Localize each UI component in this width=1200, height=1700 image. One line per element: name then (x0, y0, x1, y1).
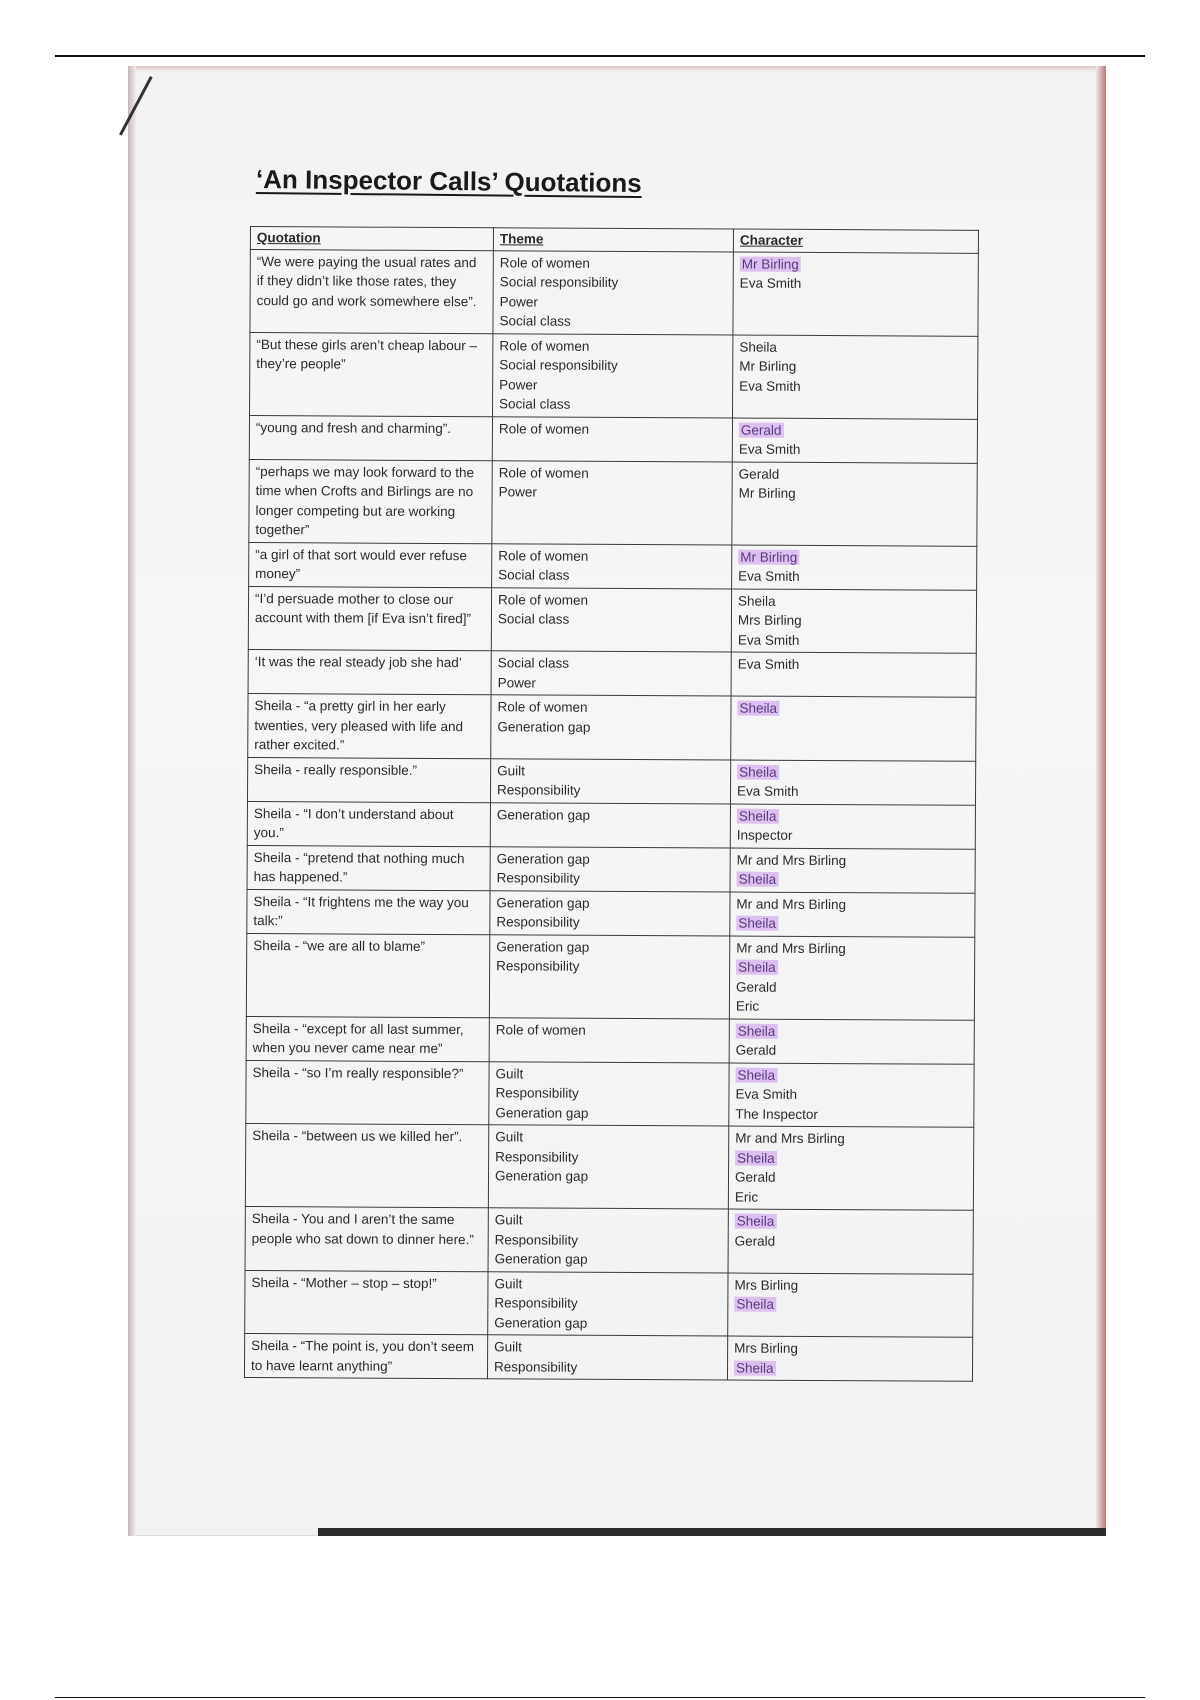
character-name: Mr Birling (739, 358, 797, 374)
header-character: Character (733, 229, 978, 253)
highlighted-character: Sheila (737, 1150, 775, 1166)
theme-cell (490, 890, 730, 935)
character-cell (730, 892, 975, 937)
character-cell (727, 1336, 972, 1381)
highlighted-character: Sheila (737, 1067, 776, 1083)
theme-item: Role of women (495, 1021, 586, 1038)
character-cell (733, 252, 978, 336)
page-edge-top (128, 66, 1106, 72)
character-line (738, 567, 970, 588)
character-name: Eric (734, 1189, 759, 1205)
character-name: Eva Smith (739, 275, 802, 291)
character-name: Sheila (739, 339, 777, 355)
theme-item: Social responsibility (499, 274, 619, 290)
table-row (247, 801, 975, 849)
character-line (737, 782, 969, 803)
character-name: Mrs Birling (734, 1340, 798, 1356)
character-cell (731, 696, 976, 761)
theme-item: Guilt (495, 1065, 524, 1081)
character-name: Mr Birling (738, 485, 796, 501)
table-row (247, 845, 975, 893)
character-line (735, 1187, 967, 1208)
page-edge-left (128, 66, 136, 1536)
character-cell (732, 545, 977, 590)
theme-item: Power (497, 674, 536, 691)
character-line (736, 997, 968, 1018)
character-line (738, 547, 970, 568)
character-line (736, 894, 968, 915)
character-line (734, 1295, 966, 1316)
theme-cell (488, 1271, 728, 1336)
theme-item: Generation gap (496, 806, 591, 823)
theme-item: Social class (497, 611, 570, 627)
theme-cell (487, 1335, 727, 1380)
highlighted-character: Sheila (738, 959, 776, 975)
character-name: Eva Smith (735, 1086, 798, 1102)
highlighted-character: Sheila (735, 1360, 774, 1376)
character-line (735, 1168, 967, 1189)
quotation-cell: “But these girls aren’t cheap labour – they’re people” (250, 332, 493, 416)
quotation-cell: Sheila - “Mother – stop – stop!” (245, 1270, 488, 1335)
character-name: Inspector (736, 827, 793, 843)
table-row (246, 1016, 974, 1064)
theme-cell (491, 587, 731, 652)
table-row (248, 586, 976, 653)
character-cell (729, 1019, 974, 1064)
quotations-table (244, 226, 979, 1382)
theme-cell (489, 1061, 729, 1126)
theme-item: Guilt (497, 762, 525, 778)
theme-cell (492, 416, 732, 461)
theme-item: Responsibility (496, 914, 580, 930)
theme-item: Responsibility (496, 870, 580, 886)
character-line (739, 464, 971, 485)
quotation-cell: Sheila - “pretend that nothing much has happened.” (247, 845, 490, 890)
theme-cell (488, 1208, 728, 1273)
theme-item: Social class (497, 655, 570, 671)
table-row (248, 649, 976, 697)
quotation-cell: Sheila - “between us we killed her”. (245, 1123, 488, 1207)
character-name: Eric (735, 998, 760, 1014)
character-line (736, 914, 968, 935)
scan-bottom-strip (318, 1528, 1106, 1536)
theme-item: Role of women (498, 547, 589, 564)
table-row (249, 415, 977, 463)
theme-item: Generation gap (496, 938, 590, 955)
highlighted-character: Sheila (736, 1213, 775, 1229)
highlighted-character: Sheila (739, 764, 777, 780)
table-row (248, 693, 976, 760)
character-cell (729, 936, 974, 1020)
theme-cell (490, 802, 730, 847)
theme-item: Generation gap (496, 894, 590, 911)
theme-item: Role of women (499, 254, 590, 271)
table-row (246, 933, 974, 1020)
theme-item: Social class (499, 313, 571, 329)
character-name: Gerald (734, 1169, 776, 1185)
header-theme: Theme (493, 228, 733, 252)
character-line (737, 826, 969, 847)
character-cell (729, 1063, 974, 1128)
quotation-cell: Sheila - “a pretty girl in her early twenties, very pleased with life and rather excited.” (248, 693, 491, 758)
character-line (737, 806, 969, 827)
theme-cell (489, 1017, 729, 1062)
quotation-cell: Sheila - You and I aren’t the same people who sat down to dinner here.” (245, 1206, 488, 1271)
theme-item: Power (498, 484, 537, 500)
character-name: Mrs Birling (734, 1277, 799, 1293)
highlighted-character: Sheila (738, 808, 777, 824)
character-cell (733, 335, 978, 419)
theme-item: Power (499, 376, 538, 393)
character-line (738, 630, 970, 651)
theme-item: Generation gap (495, 1104, 589, 1121)
theme-cell (488, 1125, 728, 1209)
character-line (739, 440, 971, 461)
theme-item: Responsibility (494, 1231, 579, 1248)
theme-item: Responsibility (496, 958, 580, 974)
character-name: Gerald (735, 1042, 777, 1058)
theme-cell (493, 250, 733, 334)
character-line (736, 938, 968, 959)
character-line (736, 958, 968, 979)
character-name: Mr and Mrs Birling (735, 1130, 845, 1147)
theme-cell (492, 543, 732, 588)
character-line (737, 850, 969, 871)
character-cell (728, 1209, 973, 1274)
quotation-cell: Sheila - “I don’t understand about you.” (247, 801, 490, 846)
character-cell (732, 462, 977, 546)
character-line (739, 376, 971, 397)
table-row (246, 1060, 974, 1127)
character-name: Eva Smith (737, 656, 800, 672)
highlighted-character: Mr Birling (740, 549, 798, 565)
character-name: Gerald (734, 1233, 776, 1249)
character-line (736, 1021, 968, 1042)
character-cell (731, 589, 976, 654)
top-rule (55, 55, 1145, 57)
quotation-cell: “young and fresh and charming”. (249, 415, 492, 460)
table-row (250, 249, 978, 336)
character-cell (730, 804, 975, 849)
character-line (736, 1041, 968, 1062)
quotation-cell: Sheila - really responsible.” (247, 757, 490, 802)
highlighted-character: Mr Birling (741, 256, 799, 272)
theme-item: Generation gap (497, 718, 591, 735)
page-edge-right (1096, 66, 1106, 1536)
character-cell (731, 652, 976, 697)
character-line (737, 762, 969, 783)
theme-cell (492, 460, 732, 544)
theme-cell (489, 934, 729, 1018)
quotation-cell: Sheila - “except for all last summer, when you never came near me” (246, 1016, 489, 1061)
character-name: Eva Smith (737, 632, 800, 648)
theme-item: Power (499, 293, 538, 310)
table-row (245, 1270, 973, 1337)
theme-item: Responsibility (495, 1085, 579, 1101)
theme-cell (491, 651, 731, 696)
highlighted-character: Sheila (738, 871, 777, 887)
character-name: Eva Smith (738, 568, 800, 584)
bottom-rule (55, 1697, 1145, 1698)
character-name: Eva Smith (737, 783, 799, 799)
character-line (739, 484, 971, 505)
quotation-cell: “We were paying the usual rates and if they didn’t like those rates, they could go and work somewhere else”. (250, 249, 493, 333)
table-row (247, 889, 975, 937)
theme-item: Responsibility (493, 1358, 578, 1375)
page-title: ‘An Inspector Calls’ Quotations (255, 164, 642, 199)
character-line (735, 1231, 967, 1252)
character-cell (730, 760, 975, 805)
theme-item: Generation gap (496, 850, 590, 867)
theme-item: Guilt (494, 1212, 523, 1228)
character-line (739, 337, 971, 358)
character-line (740, 274, 972, 295)
theme-item: Responsibility (495, 1148, 579, 1165)
theme-item: Generation gap (494, 1251, 588, 1267)
theme-item: Guilt (494, 1275, 523, 1291)
character-cell (728, 1273, 973, 1338)
character-line (738, 611, 970, 632)
character-name: Mr and Mrs Birling (736, 940, 846, 956)
quotation-cell: “I’d persuade mother to close our account with them [if Eva isn’t fired]” (248, 586, 491, 651)
table-row (250, 332, 978, 419)
quotation-cell: “perhaps we may look forward to the time when Crofts and Birlings are no longer competing but are working together” (249, 459, 492, 543)
theme-item: Role of women (497, 699, 588, 715)
character-line (739, 357, 971, 378)
character-line (736, 977, 968, 998)
quotation-cell: Sheila - “It frightens me the way you talk:” (247, 889, 490, 934)
table-row (245, 1206, 973, 1273)
table-body (244, 249, 978, 1381)
character-line (740, 254, 972, 275)
character-line (735, 1085, 967, 1106)
character-name: Gerald (735, 979, 777, 995)
character-line (735, 1129, 967, 1150)
header-quotation: Quotation (250, 227, 493, 251)
highlighted-character: Gerald (740, 422, 782, 438)
theme-item: Guilt (494, 1339, 522, 1355)
character-cell (730, 848, 975, 893)
character-name: Mrs Birling (737, 612, 802, 628)
character-cell (732, 418, 977, 463)
theme-item: Responsibility (494, 1295, 578, 1311)
theme-item: Social class (498, 567, 570, 583)
character-line (734, 1275, 966, 1296)
character-line (739, 420, 971, 441)
character-line (736, 1065, 968, 1086)
highlighted-character: Sheila (736, 1296, 774, 1312)
table-row (244, 1333, 972, 1381)
theme-item: Social class (499, 396, 571, 412)
character-line (735, 1104, 967, 1125)
theme-cell (490, 758, 730, 803)
quotation-cell: “a girl of that sort would ever refuse money” (249, 542, 492, 587)
character-name: Sheila (738, 593, 776, 609)
character-name: Gerald (738, 466, 780, 482)
quotation-cell: ‘It was the real steady job she had’ (248, 649, 491, 694)
character-cell (728, 1126, 973, 1210)
quotation-cell: Sheila - “we are all to blame” (246, 933, 489, 1017)
theme-cell (493, 333, 733, 417)
quotation-cell: Sheila - “The point is, you don’t seem to have learnt anything” (244, 1333, 487, 1378)
theme-item: Responsibility (497, 782, 581, 798)
character-name: The Inspector (735, 1106, 818, 1122)
theme-item: Generation gap (494, 1168, 589, 1184)
table-row (245, 1123, 973, 1210)
theme-item: Role of women (499, 337, 590, 354)
character-line (737, 870, 969, 891)
character-line (735, 1212, 967, 1233)
character-line (735, 1148, 967, 1169)
highlighted-character: Sheila (737, 1023, 776, 1039)
character-name: Eva Smith (739, 378, 801, 394)
theme-item: Role of women (498, 464, 589, 481)
quotation-cell: Sheila - “so I’m really responsible?” (246, 1060, 489, 1125)
highlighted-character: Sheila (739, 700, 778, 716)
character-line (737, 699, 969, 720)
table-row (247, 757, 975, 805)
theme-cell (490, 846, 730, 891)
character-name: Mr and Mrs Birling (736, 896, 847, 912)
character-name: Eva Smith (738, 441, 801, 457)
theme-item: Social responsibility (499, 357, 618, 373)
theme-cell (491, 695, 731, 760)
character-line (734, 1339, 966, 1360)
character-line (734, 1358, 966, 1379)
theme-item: Role of women (498, 420, 590, 437)
theme-item: Generation gap (494, 1314, 588, 1331)
table-row (249, 542, 977, 590)
character-line (738, 591, 970, 612)
highlighted-character: Sheila (738, 915, 776, 931)
character-name: Mr and Mrs Birling (736, 852, 847, 868)
table-row (249, 459, 977, 546)
theme-item: Role of women (498, 591, 589, 608)
character-line (738, 655, 970, 676)
theme-item: Guilt (495, 1129, 524, 1145)
